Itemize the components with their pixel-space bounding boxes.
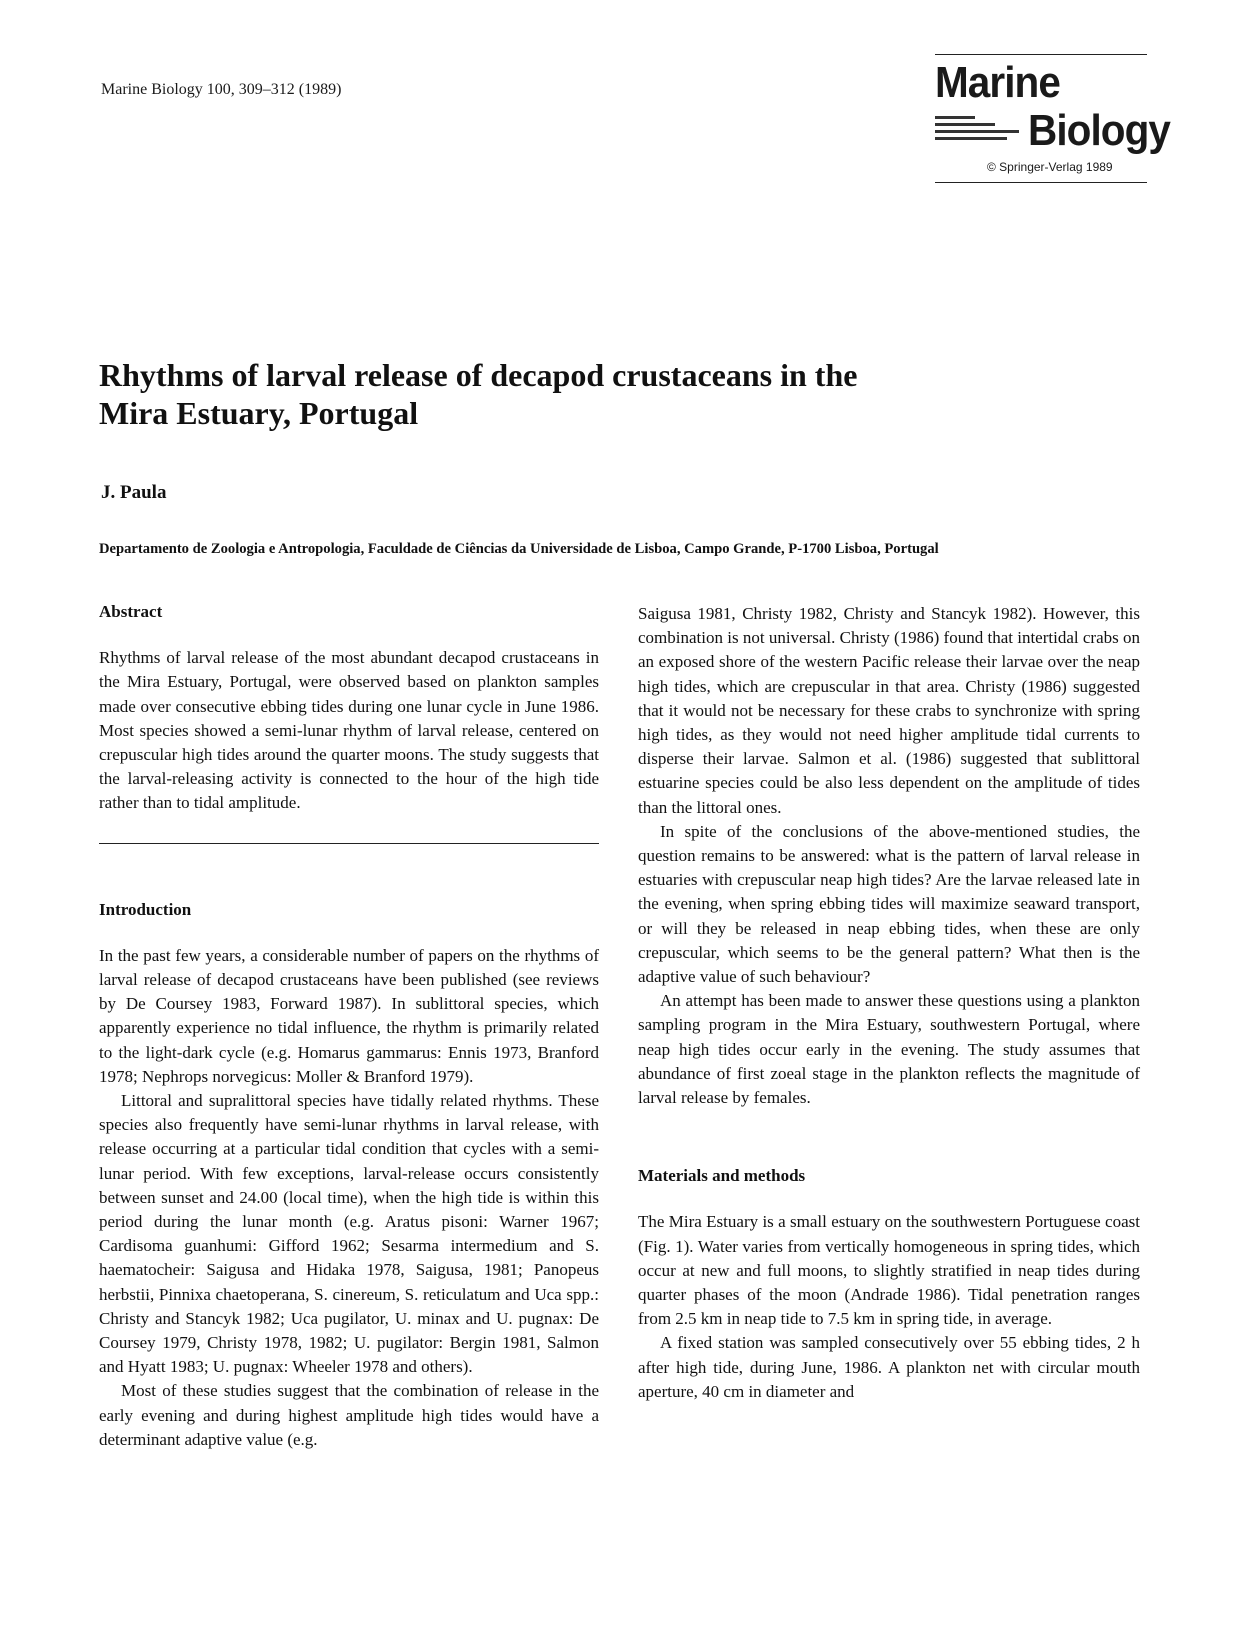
abstract-text: Rhythms of larval release of the most abundant decapod crustaceans in the Mira Estuary, Portugal, were observed based on plankton samples made over consecutive ebbing tides during one lunar cycle in June 1986. Most species showed a semi-lunar rhythm of larval release, centered on crepuscular high tides around the quarter moons. The study suggests that the larval-releasing activity is connected to the hour of the high tide rather than to tidal amplitude.	[99, 648, 599, 813]
introduction-heading: Introduction	[99, 899, 192, 919]
journal-logo	[935, 52, 1170, 182]
logo-top-rule	[935, 54, 1147, 55]
methods-paragraph-1: The Mira Estuary is a small estuary on the southwestern Portuguese coast (Fig. 1). Water varies from vertically homogeneous in spring tides, which occur at new and full moons, to slightly stratified in neap tides during quarter phases of the moon (Andrade 1986). Tidal penetration ranges from 2.5 km in neap tide to 7.5 km in spring tide, in average.	[638, 1212, 1140, 1329]
intro-paragraph-2: Littoral and supralittoral species have tidally related rhythms. These species also frequently have semi-lunar rhythms in larval release, with release occurring at a particular tidal condition that cycles with a semi-lunar period. With few exceptions, larval-release occurs consistently between sunset and 24.00 (local time), when the high tide is within this period during the lunar month (e.g. Aratus pisoni: Warner 1967; Cardisoma guanhumi: Gifford 1962; Sesarma intermedium and S. haematocheir: Saigusa and Hidaka 1978, Saigusa, 1981; Panopeus herbstii, Pinnixa chaetoperana, S. cinereum, S. reticulatum and Uca spp.: Christy and Stancyk 1982; Uca pugilator, U. minax and U. pugnax: De Coursey 1979, Christy 1978, 1982; U. pugilator: Bergin 1981, Salmon and Hyatt 1983; U. pugnax: Wheeler 1978 and others).	[99, 1091, 599, 1377]
logo-bottom-rule	[935, 182, 1147, 183]
methods-heading: Materials and methods	[638, 1166, 806, 1186]
left-column	[99, 600, 599, 1452]
methods-paragraph-2: A fixed station was sampled consecutively over 55 ebbing tides, 2 h after high tide, during June, 1986. A plankton net with circular mouth aperture, 40 cm in diameter and	[638, 1333, 1140, 1401]
intro-paragraph-5: In spite of the conclusions of the above-mentioned studies, the question remains to be answered: what is the pattern of larval release in estuaries with crepuscular neap high tides? Are the larvae released late in the evening, when spring ebbing tides will maximize seaward transport, or will they be released in neap ebbing tides, when these are only crepuscular, which seems to be the general pattern? What then is the adaptive value of such behaviour?	[638, 821, 1140, 987]
right-column	[638, 602, 1140, 1404]
running-head: Marine Biology 100, 309–312 (1989)	[101, 81, 342, 98]
logo-biology-text: Biology	[1028, 106, 1170, 155]
intro-paragraph-1: In the past few years, a considerable number of papers on the rhythms of larval release of decapod crustaceans have been published (see reviews by De Coursey 1983, Forward 1987). In sublittoral species, which apparently experience no tidal influence, the rhythm is primarily related to the light-dark cycle (e.g. Homarus gammarus: Ennis 1973, Branford 1978; Nephrops norvegicus: Moller & Branford 1979).	[99, 945, 599, 1086]
logo-marine-text: Marine	[935, 58, 1060, 107]
intro-paragraph-6: An attempt has been made to answer these questions using a plankton sampling program in the Mira Estuary, southwestern Portugal, where neap high tides occur early in the evening. The study assumes that abundance of first zoeal stage in the plankton reflects the magnitude of larval release by females.	[638, 991, 1140, 1108]
abstract-heading: Abstract	[99, 602, 163, 621]
author-affiliation: Departamento de Zoologia e Antropologia, Faculdade de Ciências da Universidade de Lisboa, Campo Grande, P-1700 Lisboa, Portugal	[99, 541, 939, 557]
logo-lines-icon	[935, 116, 1023, 150]
article-author: J. Paula	[101, 482, 167, 503]
article-title: Rhythms of larval release of decapod crustaceans in the Mira Estuary, Portugal	[99, 357, 858, 431]
intro-paragraph-4: Saigusa 1981, Christy 1982, Christy and Stancyk 1982). However, this combination is not universal. Christy (1986) found that intertidal crabs on an exposed shore of the western Pacific release their larvae over the neap high tides, which are crepuscular in that area. Christy (1986) suggested that it would not be necessary for these crabs to synchronize with spring high tides, as they would not need higher amplitude tidal currents to disperse their larvae. Salmon et al. (1986) suggested that sublittoral estuarine species could be also less dependent on the amplitude of tides than the littoral ones.	[638, 604, 1140, 817]
intro-paragraph-3: Most of these studies suggest that the combination of release in the early evening and during highest amplitude high tides would have a determinant adaptive value (e.g.	[99, 1381, 599, 1449]
logo-copyright: © Springer-Verlag 1989	[987, 160, 1113, 174]
